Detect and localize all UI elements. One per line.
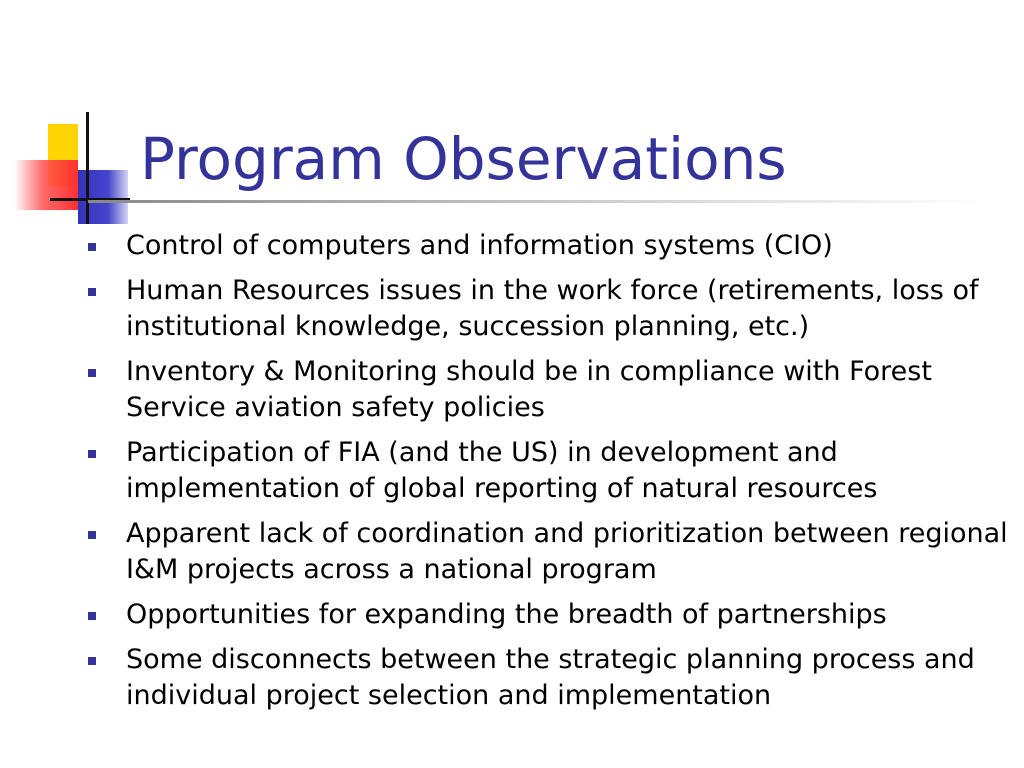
square-bullet-icon bbox=[88, 243, 96, 251]
bullet-text: Opportunities for expanding the breadth of partnerships bbox=[126, 599, 887, 630]
bullet-list bbox=[88, 228, 1008, 723]
bullet-text: Inventory & Monitoring should be in compliance with Forest Service aviation safety policies bbox=[126, 356, 932, 423]
bullet-text: Participation of FIA (and the US) in development and implementation of global reporting of natural resources bbox=[126, 437, 878, 504]
bullet-item bbox=[88, 597, 1008, 633]
bullet-item bbox=[88, 642, 1008, 714]
bullet-item bbox=[88, 273, 1008, 345]
square-bullet-icon bbox=[88, 612, 96, 620]
bullet-text: Control of computers and information systems (CIO) bbox=[126, 230, 833, 261]
decorative-logo bbox=[0, 0, 140, 240]
bullet-text: Some disconnects between the strategic planning process and individual project selection and implementation bbox=[126, 644, 975, 711]
slide-title: Program Observations bbox=[140, 125, 787, 193]
title-underline bbox=[88, 200, 988, 203]
bullet-item bbox=[88, 435, 1008, 507]
logo-red-square bbox=[14, 160, 78, 210]
bullet-item bbox=[88, 354, 1008, 426]
bullet-item bbox=[88, 516, 1008, 588]
square-bullet-icon bbox=[88, 288, 96, 296]
logo-vertical-line bbox=[86, 112, 89, 224]
bullet-item bbox=[88, 228, 1008, 264]
square-bullet-icon bbox=[88, 450, 96, 458]
square-bullet-icon bbox=[88, 531, 96, 539]
bullet-text: Apparent lack of coordination and prioritization between regional I&M projects across a national program bbox=[126, 518, 1008, 585]
square-bullet-icon bbox=[88, 369, 96, 377]
bullet-text: Human Resources issues in the work force (retirements, loss of institutional knowledge, succession planning, etc.) bbox=[126, 275, 979, 342]
square-bullet-icon bbox=[88, 657, 96, 665]
